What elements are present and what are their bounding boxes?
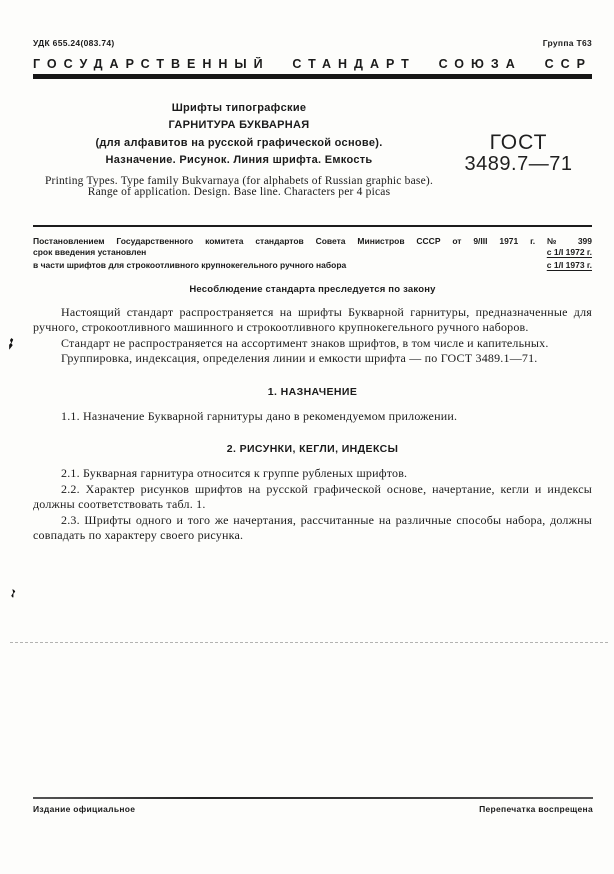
effective-date-1: с 1/I 1972 г. xyxy=(546,246,592,257)
intro-paragraph-3: Группировка, индексация, определения линии и емкости шрифта — по ГОСТ 3489.1—71. xyxy=(61,351,538,365)
header-rule xyxy=(33,74,592,79)
intro-paragraph-2: Стандарт не распространяется на ассортимент знаков шрифтов, в том числе и капительных. xyxy=(61,335,549,350)
clause-2-3: 2.3. Шрифты одного и того же начертания, рассчитанные на различные способы набора, должны совпадать по характеру своего рисунка. xyxy=(33,512,592,542)
state-standard-title: ГОСУДАРСТВЕННЫЙ СТАНДАРТ СОЮЗА ССР xyxy=(33,57,592,71)
title-family: ГАРНИТУРА БУКВАРНАЯ xyxy=(168,119,310,131)
ink-smudge-1 xyxy=(8,338,15,351)
decree-block xyxy=(33,236,592,271)
decree-line-3: в части шрифтов для строкоотливного крупнокегельного ручного набора xyxy=(33,259,347,270)
divider-rule xyxy=(33,225,592,227)
footer-rule xyxy=(33,797,593,799)
udk-code: УДК 655.24(083.74) xyxy=(33,38,115,48)
official-edition-label: Издание официальное xyxy=(33,804,136,814)
reprint-prohibited-label: Перепечатка воспрещена xyxy=(479,804,593,814)
decree-line-1: Постановлением Государственного комитета стандартов Совета Министров СССР от 9/III 1971 г. № 399 xyxy=(33,235,592,246)
document-header xyxy=(33,38,592,48)
scan-artifact-line xyxy=(10,642,608,643)
group-code: Группа Т63 xyxy=(542,38,592,48)
section-heading-1: 1. НАЗНАЧЕНИЕ xyxy=(267,385,358,398)
intro-paragraph-1: Настоящий стандарт распространяется на шрифты Букварной гарнитуры, предназначенные для ручного, строкоотливного машинного и строкоотливного крупнокегельного ручного наборов. xyxy=(33,304,592,334)
intro-text xyxy=(33,305,592,367)
clause-2-2: 2.2. Характер рисунков шрифтов на русской графической основе, начертание, кегли и индексы должны соответствовать табл. 1. xyxy=(33,481,592,511)
clause-2-1: 2.1. Букварная гарнитура относится к группе рубленых шрифтов. xyxy=(61,466,408,480)
effective-date-2: с 1/I 1973 г. xyxy=(546,259,592,270)
section-1-body xyxy=(33,409,592,425)
gost-designation xyxy=(445,100,592,225)
law-notice: Несоблюдение стандарта преследуется по закону xyxy=(189,283,436,295)
title-scope: Назначение. Рисунок. Линия шрифта. Емкость xyxy=(105,154,373,166)
title-alphabet-note: (для алфавитов на русской графической основе). xyxy=(95,136,383,149)
gost-number: 3489.7—71 xyxy=(464,152,573,175)
section-heading-2: 2. РИСУНКИ, КЕГЛИ, ИНДЕКСЫ xyxy=(226,443,399,455)
decree-line-2: срок введения установлен xyxy=(33,246,147,257)
gost-label: ГОСТ xyxy=(489,130,548,154)
ink-smudge-2 xyxy=(10,589,16,599)
document-footer xyxy=(33,804,593,814)
title-subject: Шрифты типографские xyxy=(171,101,307,114)
title-block xyxy=(33,100,592,225)
clause-1-1: 1.1. Назначение Букварной гарнитуры дано в рекомендуемом приложении. xyxy=(61,408,458,423)
section-2-body xyxy=(33,466,592,544)
title-english: Printing Types. Type family Bukvarnaya (for alphabets of Russian graphic base). Range of application. Design. Base line. Characters per 4 picas xyxy=(44,174,434,198)
